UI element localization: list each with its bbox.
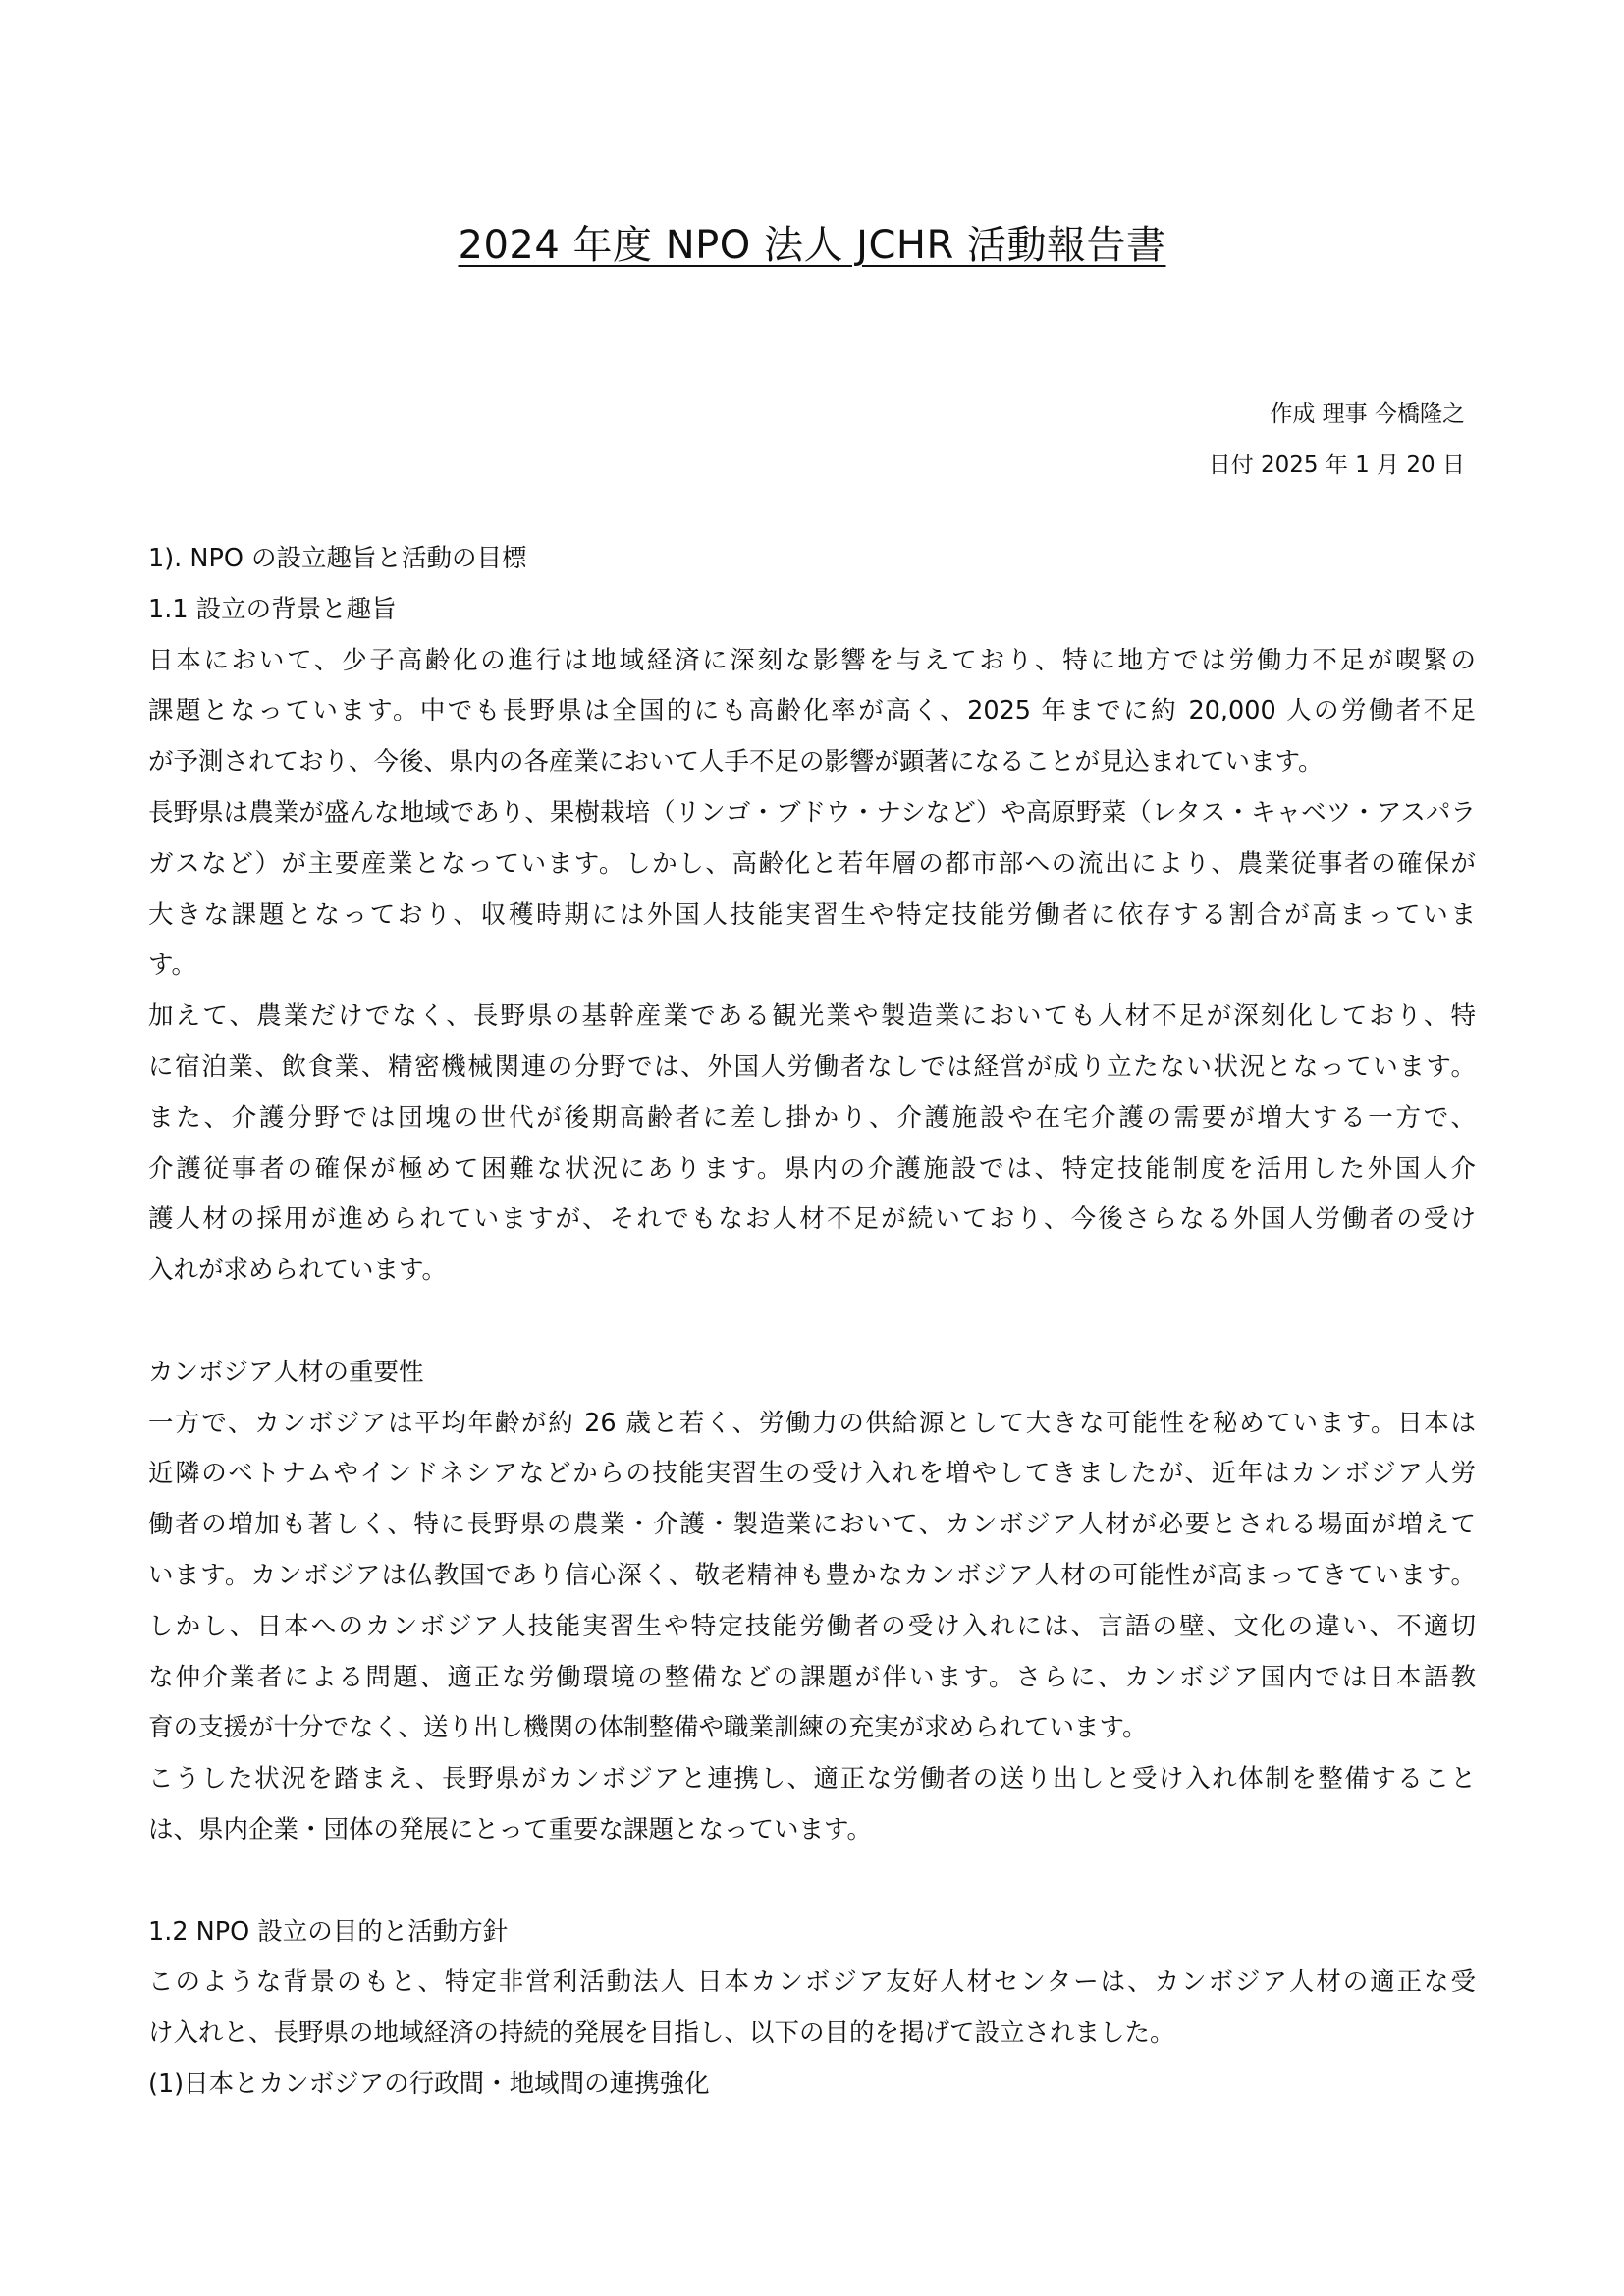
paragraph-agriculture xyxy=(148,788,1476,991)
paragraph-line: 大きな課題となっており、収穫時期には外国人技能実習生や特定技能労働者に依存する割合が高まっていま xyxy=(148,899,1476,930)
paragraph-line: け入れと、長野県の地域経済の持続的発展を目指し、以下の目的を掲げて設立されました。 xyxy=(148,2018,1175,2049)
paragraph-background xyxy=(148,636,1476,788)
paragraph-line: 日本において、少子高齢化の進行は地域経済に深刻な影響を与えており、特に地方では労働力不足が喫緊の xyxy=(148,645,1476,675)
paragraph-line: このような背景のもと、特定非営利活動法人 日本カンボジア友好人材センターは、カンボジア人材の適正な受 xyxy=(148,1967,1476,1998)
list-item: (1)日本とカンボジアの行政間・地域間の連携強化 xyxy=(148,2068,710,2099)
paragraph-industry-care xyxy=(148,991,1476,1297)
paragraph-line: 課題となっています。中でも長野県は全国的にも高齢化率が高く、2025 年までに約 20,000 人の労働者不足 xyxy=(148,696,1476,726)
document-title xyxy=(0,218,1624,273)
paragraph-purpose xyxy=(148,1957,1476,2059)
paragraph-challenges xyxy=(148,1602,1476,1754)
paragraph-line: 働者の増加も著しく、特に長野県の農業・介護・製造業において、カンボジア人材が必要とされる場面が増えて xyxy=(148,1510,1476,1540)
paragraph-line: また、介護分野では団塊の世代が後期高齢者に差し掛かり、介護施設や在宅介護の需要が増大する一方で、 xyxy=(148,1102,1476,1133)
document-title-text: 2024 年度 NPO 法人 JCHR 活動報告書 xyxy=(458,223,1166,268)
paragraph-line: な仲介業者による問題、適正な労働環境の整備などの課題が伴います。さらに、カンボジア国内では日本語教 xyxy=(148,1662,1476,1692)
paragraph-line: 一方で、カンボジアは平均年齢が約 26 歳と若く、労働力の供給源として大きな可能性を秘めています。日本は xyxy=(148,1408,1476,1438)
paragraph-line: す。 xyxy=(148,950,196,981)
paragraph-line: が予測されており、今後、県内の各産業において人手不足の影響が顕著になることが見込まれています。 xyxy=(148,747,1324,777)
paragraph-line: しかし、日本へのカンボジア人技能実習生や特定技能労働者の受け入れには、言語の壁、文化の違い、不適切 xyxy=(148,1611,1476,1641)
document-body xyxy=(148,534,1476,2110)
paragraph-cambodia xyxy=(148,1399,1476,1602)
spacer xyxy=(148,1297,1476,1348)
paragraph-line: 長野県は農業が盛んな地域であり、果樹栽培（リンゴ・ブドウ・ナシなど）や高原野菜（レタス・キャベツ・アスパラ xyxy=(148,797,1476,828)
paragraph-line: 育の支援が十分でなく、送り出し機関の体制整備や職業訓練の充実が求められています。 xyxy=(148,1713,1148,1743)
paragraph-line: 介護従事者の確保が極めて困難な状況にあります。県内の介護施設では、特定技能制度を活用した外国人介 xyxy=(148,1153,1476,1184)
paragraph-line: 入れが求められています。 xyxy=(148,1255,447,1286)
section-heading: 1). NPO の設立趣旨と活動の目標 xyxy=(148,544,527,573)
paragraph-line: こうした状況を踏まえ、長野県がカンボジアと連携し、適正な労働者の送り出しと受け入れ体制を整備すること xyxy=(148,1764,1476,1794)
spacer xyxy=(148,1856,1476,1907)
cambodia-heading: カンボジア人材の重要性 xyxy=(148,1357,424,1387)
paragraph-line: ガスなど）が主要産業となっています。しかし、高齢化と若年層の都市部への流出により、農業従事者の確保が xyxy=(148,848,1476,879)
paragraph-line: 護人材の採用が進められていますが、それでもなお人材不足が続いており、今後さらなる外国人労働者の受け xyxy=(148,1204,1476,1235)
paragraph-line: 加えて、農業だけでなく、長野県の基幹産業である観光業や製造業においても人材不足が深刻化しており、特 xyxy=(148,1001,1476,1032)
paragraph-line: 近隣のベトナムやインドネシアなどからの技能実習生の受け入れを増やしてきましたが、近年はカンボジア人労 xyxy=(148,1459,1476,1489)
subsection-heading-1-2: 1.2 NPO 設立の目的と活動方針 xyxy=(148,1916,509,1947)
paragraph-conclusion xyxy=(148,1754,1476,1856)
paragraph-line: います。カンボジアは仏教国であり信心深く、敬老精神も豊かなカンボジア人材の可能性が高まってきています。 xyxy=(148,1560,1476,1590)
subsection-heading-1-1: 1.1 設立の背景と趣旨 xyxy=(148,594,397,624)
author-line: 作成 理事 今橋隆之 xyxy=(1270,401,1465,427)
date-line: 日付 2025 年 1 月 20 日 xyxy=(1208,453,1465,478)
paragraph-line: に宿泊業、飲食業、精密機械関連の分野では、外国人労働者なしでは経営が成り立たない状況となっています。 xyxy=(148,1051,1476,1082)
paragraph-line: は、県内企業・団体の発展にとって重要な課題となっています。 xyxy=(148,1814,872,1844)
